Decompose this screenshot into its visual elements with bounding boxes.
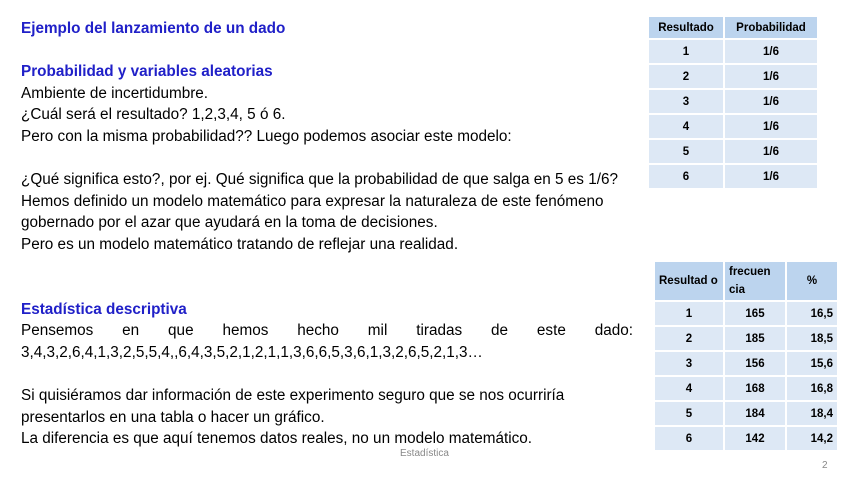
table-cell: 4 xyxy=(655,377,723,400)
table-cell: 2 xyxy=(655,327,723,350)
table-row xyxy=(649,65,817,88)
probability-table xyxy=(647,15,819,190)
section-heading-probability: Probabilidad y variables aleatorias xyxy=(21,63,273,81)
section-heading-descriptive: Estadística descriptiva xyxy=(21,300,187,318)
table-row xyxy=(655,377,837,400)
dice-sequence: 3,4,3,2,6,4,1,3,2,5,5,4,,6,4,3,5,2,1,2,1,1,3,6,6,5,3,6,1,3,2,6,5,2,1,3… xyxy=(21,343,483,361)
table-cell: 16,8 xyxy=(787,377,837,400)
paragraph-model: Pero es un modelo matemático tratando de reflejar una realidad. xyxy=(21,235,459,253)
table-cell: 184 xyxy=(725,402,785,425)
text-line: Pero con la misma probabilidad?? Luego podemos asociar este modelo: xyxy=(21,127,512,145)
table-cell: 5 xyxy=(655,402,723,425)
table-cell: 16,5 xyxy=(787,302,837,325)
spacer xyxy=(21,363,633,385)
column-header-resultado: Resultado xyxy=(649,17,723,38)
table-cell: 1/6 xyxy=(725,140,817,163)
spacer xyxy=(21,148,633,170)
table-cell: 1 xyxy=(649,40,723,63)
table-header-row xyxy=(655,262,837,300)
table-row xyxy=(649,115,817,138)
table-cell: 1/6 xyxy=(725,115,817,138)
table-row xyxy=(655,402,837,425)
table-row xyxy=(655,427,837,450)
table-cell: 1/6 xyxy=(725,65,817,88)
table-cell: 4 xyxy=(649,115,723,138)
slide-title: Ejemplo del lanzamiento de un dado xyxy=(21,20,286,37)
table-cell: 142 xyxy=(725,427,785,450)
table-cell: 18,5 xyxy=(787,327,837,350)
table-cell: 3 xyxy=(655,352,723,375)
table-row xyxy=(649,165,817,188)
table-cell: 1/6 xyxy=(725,165,817,188)
table-cell: 1/6 xyxy=(725,90,817,113)
table-cell: 168 xyxy=(725,377,785,400)
table-cell: 18,4 xyxy=(787,402,837,425)
column-header-probabilidad: Probabilidad xyxy=(725,17,817,38)
column-header-percent: % xyxy=(787,262,837,300)
table-cell: 185 xyxy=(725,327,785,350)
page-number: 2 xyxy=(822,460,828,471)
table-row xyxy=(655,327,837,350)
column-header-frecuencia: frecuen cia xyxy=(725,262,785,300)
table-row xyxy=(655,352,837,375)
table-header-row xyxy=(649,17,817,38)
table-cell: 5 xyxy=(649,140,723,163)
table-row xyxy=(649,90,817,113)
table-row xyxy=(649,140,817,163)
text-line: Ambiente de incertidumbre. xyxy=(21,84,209,102)
table-cell: 6 xyxy=(655,427,723,450)
slide-footer: Estadística xyxy=(400,448,449,459)
table-cell: 3 xyxy=(649,90,723,113)
table-cell: 1/6 xyxy=(725,40,817,63)
table-cell: 2 xyxy=(649,65,723,88)
column-header-resultado: Resultad o xyxy=(655,262,723,300)
frequency-table xyxy=(653,260,839,452)
slide-body xyxy=(21,18,633,450)
table-row xyxy=(655,302,837,325)
spacer xyxy=(21,40,633,62)
table-cell: 156 xyxy=(725,352,785,375)
table-cell: 15,6 xyxy=(787,352,837,375)
table-cell: 14,2 xyxy=(787,427,837,450)
table-cell: 6 xyxy=(649,165,723,188)
paragraph-table-graph: Si quisiéramos dar información de este experimento seguro que se nos ocurriría presentarlos en una tabla o hacer un gráfico. xyxy=(21,386,565,426)
table-cell: 1 xyxy=(655,302,723,325)
spacer xyxy=(21,256,633,299)
paragraph-real-data: La diferencia es que aquí tenemos datos reales, no un modelo matemático. xyxy=(21,430,533,448)
table-cell: 165 xyxy=(725,302,785,325)
table-row xyxy=(649,40,817,63)
paragraph-meaning: ¿Qué significa esto?, por ej. Qué significa que la probabilidad de que salga en 5 es 1/6? Hemos definido un modelo matemático para expresar la naturaleza de este fenómeno gobernado por el azar que ayudará en la toma de decisiones. xyxy=(21,171,618,232)
text-line: ¿Cuál será el resultado? 1,2,3,4, 5 ó 6. xyxy=(21,106,286,124)
text-line-justified: Pensemos en que hemos hecho mil tiradas de este dado: xyxy=(21,322,633,340)
